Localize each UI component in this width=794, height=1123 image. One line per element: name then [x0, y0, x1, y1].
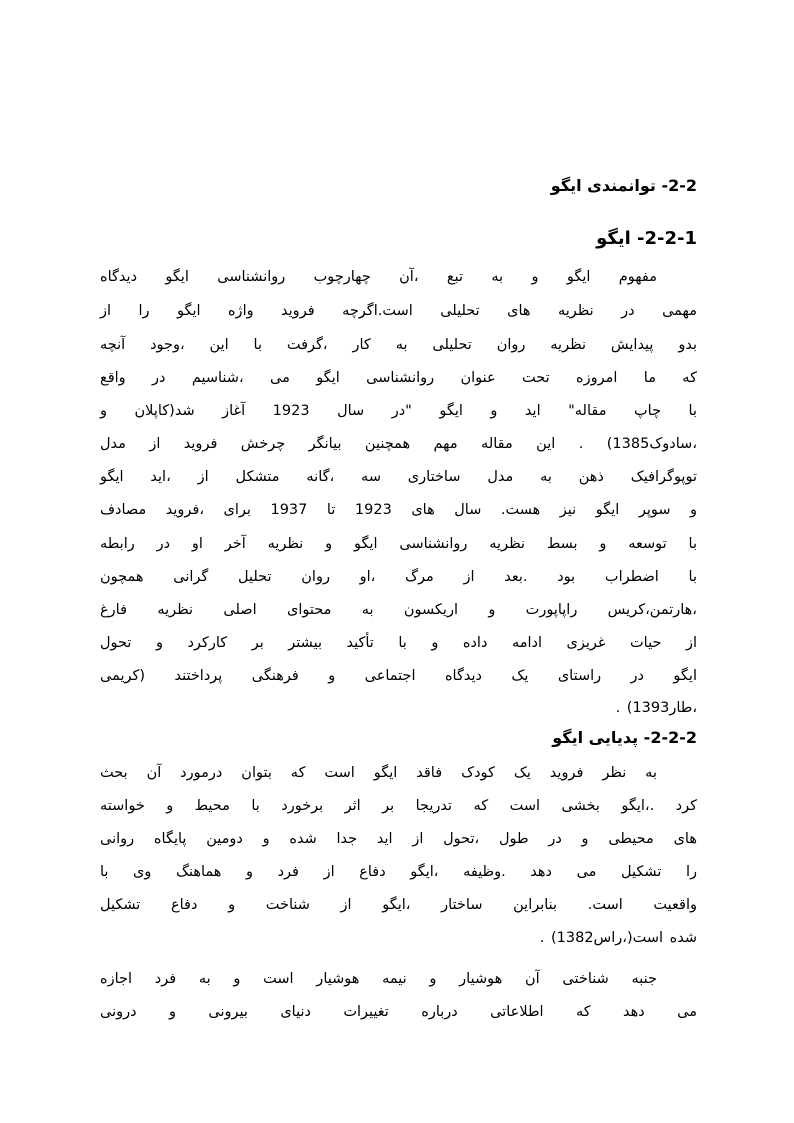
section-heading: 2-2- توانمندی ایگو — [550, 176, 697, 195]
paragraph-line: مهمی در نظریه های تحلیلی است.اگرچه فروید واژه ایگو را از — [100, 303, 697, 319]
paragraph-line: مفهوم ایگو و به تبع ،آن چهارچوب روانشناسی ایگو دیدگاه — [100, 269, 657, 285]
paragraph-line: از حیات غریزی ادامه داده و با تأکید بیشتر بر کارکرد و تحول — [100, 635, 697, 651]
paragraph-line: های محیطی و در طول ،تحول از اید جدا شده و دومین پایگاه روانی — [100, 831, 697, 847]
paragraph-line: ،هارتمن،کریس راپاپورت و اریکسون به محتوای اصلی نظریه فارغ — [100, 602, 697, 618]
paragraph-line: را تشکیل می دهد .وظیفه ،ایگو دفاع از فرد و هماهنگ وی با — [100, 864, 697, 880]
paragraph-line: با توسعه و بسط نظریه روانشناسی ایگو و نظریه آخر او در رابطه — [100, 536, 697, 552]
paragraph-line: ،طار1393) . — [615, 700, 697, 716]
paragraph-line: با اضطراب بود .بعد از مرگ ،او روان تحلیل گرانی همچون — [100, 569, 697, 585]
paragraph-line: که ما امروزه تحت عنوان روانشناسی ایگو می ،شناسیم در واقع — [100, 370, 697, 386]
paragraph-line: واقعیت است. بنابراین ساختار ،ایگو از شناخت و دفاع تشکیل — [100, 897, 697, 913]
subsection-heading-ego-emergence: 2-2-2- پدیایی ایگو — [552, 728, 697, 747]
paragraph-line: جنبه شناختی آن هوشیار و نیمه هوشیار است و به فرد اجازه — [100, 971, 657, 987]
paragraph-line: و سوپر ایگو نیز هست. سال های 1923 تا 1937 برای ،فروید مصادف — [100, 502, 698, 518]
paragraph-line: به نظر فروید یک کودک فاقد ایگو است که بتوان درمورد آن بحث — [100, 765, 657, 781]
paragraph-line: با چاپ مقاله" اید و ایگو "در سال 1923 آغاز شد(کاپلان و — [100, 403, 698, 419]
paragraph-line: ایگو در راستای یک دیدگاه اجتماعی و فرهنگی پرداختند (کریمی — [100, 668, 697, 684]
paragraph-line: می دهد که اطلاعاتی درباره تغییرات دنیای بیرونی و درونی — [100, 1004, 697, 1020]
paragraph-line: بدو پیدایش نظریه روان تحلیلی به کار ،گرفت با این ،وجود آنچه — [100, 337, 697, 353]
subsection-heading-ego: 2-2-1- ایگو — [596, 228, 697, 249]
paragraph-line: شده است(،راس1382) . — [539, 930, 697, 946]
paragraph-line: ،سادوک1385) . این مقاله مهم همچنین بیانگر چرخش فروید از مدل — [100, 436, 697, 452]
paragraph-line: کرد .،ایگو بخشی است که تدریجا بر اثر برخورد با محیط و خواسته — [100, 798, 697, 814]
paragraph-line: توپوگرافیک ذهن به مدل ساختاری سه ،گانه متشکل از ،اید ایگو — [100, 469, 697, 485]
